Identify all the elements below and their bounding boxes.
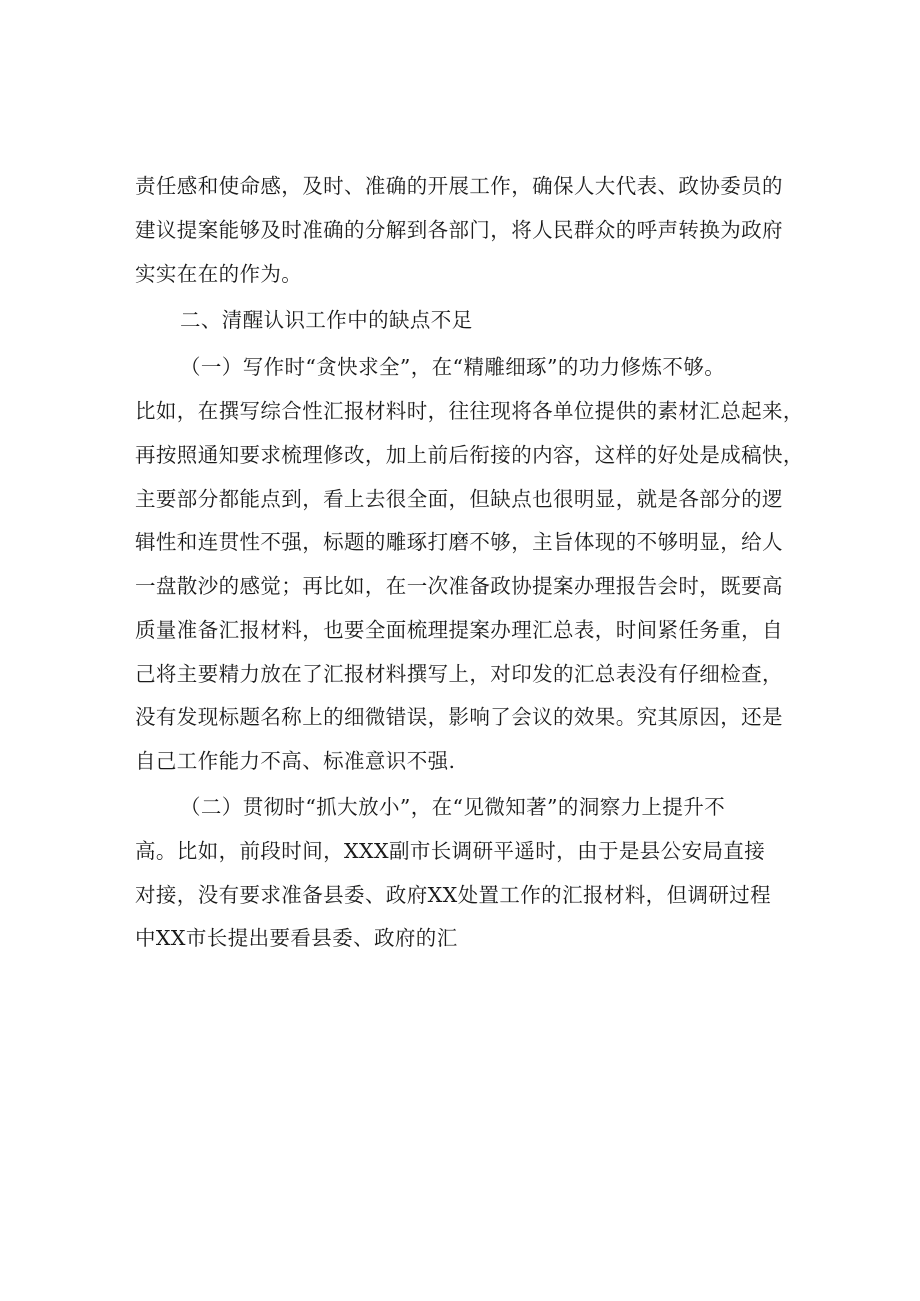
- text-line: 责任感和使命感，及时、准确的开展工作，确保人大代表、政协委员的: [135, 174, 783, 198]
- text-line: 一盘散沙的感觉；再比如，在一次准备政协提案办理报告会时，既要高: [135, 574, 783, 598]
- text-line: 中XX市长提出要看县委、政府的汇: [135, 926, 458, 950]
- text-line: 比如，在撰写综合性汇报材料时，往往现将各单位提供的素材汇总起来，: [135, 399, 804, 423]
- text-line: 辑性和连贯性不强，标题的雕琢打磨不够，主旨体现的不够明显，给人: [135, 530, 783, 554]
- text-line: 主要部分都能点到，看上去很全面，但缺点也很明显，就是各部分的逻: [135, 487, 783, 511]
- text-line: 自己工作能力不高、标准意识不强.: [135, 749, 456, 773]
- text-line: 实实在在的作为。: [135, 262, 303, 286]
- text-line: 没有发现标题名称上的细微错误，影响了会议的效果。究其原因，还是: [135, 705, 783, 729]
- text-line: （二）贯彻时“抓大放小”，在“见微知著”的洞察力上提升不: [180, 795, 726, 819]
- text-line: 建议提案能够及时准确的分解到各部门，将人民群众的呼声转换为政府: [135, 218, 783, 242]
- text-line: 己将主要精力放在了汇报材料撰写上，对印发的汇总表没有仔细检查，: [135, 662, 783, 686]
- text-line: 高。比如，前段时间，XXX副市长调研平遥时，由于是县公安局直接: [135, 839, 766, 863]
- text-line: 对接，没有要求准备县委、政府XX处置工作的汇报材料，但调研过程: [135, 883, 772, 907]
- text-line: 再按照通知要求梳理修改，加上前后衔接的内容，这样的好处是成稿快，: [135, 443, 804, 467]
- section-heading-text: 二、清醒认识工作中的缺点不足: [180, 308, 473, 332]
- text-line: 质量准备汇报材料，也要全面梳理提案办理汇总表，时间紧任务重，自: [135, 618, 783, 642]
- text-line: （一）写作时“贪快求全”，在“精雕细琢”的功力修炼不够。: [180, 355, 726, 379]
